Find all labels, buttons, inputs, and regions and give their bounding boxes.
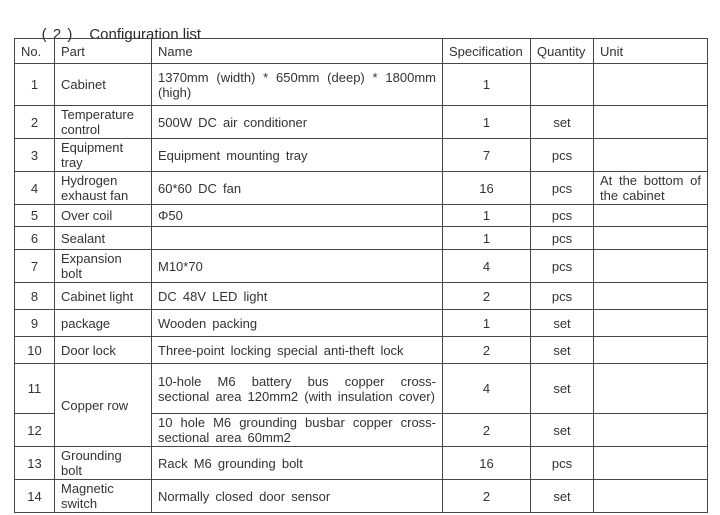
cell-specification: 4 xyxy=(443,364,531,414)
section-number: ( 2 ) xyxy=(41,26,74,43)
cell-unit xyxy=(594,447,708,480)
cell-specification: 2 xyxy=(443,480,531,513)
cell-specification: 4 xyxy=(443,250,531,283)
cell-no: 12 xyxy=(15,414,55,447)
cell-name: Equipment mounting tray xyxy=(152,139,443,172)
cell-unit xyxy=(594,480,708,513)
cell-part: Temperature control xyxy=(55,106,152,139)
cell-no: 1 xyxy=(15,64,55,106)
cell-specification: 1 xyxy=(443,106,531,139)
table-row xyxy=(15,310,708,337)
cell-unit xyxy=(594,283,708,310)
cell-quantity: pcs xyxy=(531,283,594,310)
cell-name: 500W DC air conditioner xyxy=(152,106,443,139)
table-row xyxy=(15,139,708,172)
cell-unit xyxy=(594,106,708,139)
section-title-text: Configuration list xyxy=(89,26,202,43)
cell-no: 14 xyxy=(15,480,55,513)
cell-quantity: pcs xyxy=(531,250,594,283)
cell-no: 8 xyxy=(15,283,55,310)
cell-name: M10*70 xyxy=(152,250,443,283)
cell-part: Equipment tray xyxy=(55,139,152,172)
cell-name: Φ50 xyxy=(152,205,443,227)
cell-part: package xyxy=(55,310,152,337)
cell-name: 10 hole M6 grounding busbar copper cross-sectional area 60mm2 xyxy=(152,414,443,447)
cell-name: Rack M6 grounding bolt xyxy=(152,447,443,480)
cell-name: Normally closed door sensor xyxy=(152,480,443,513)
column-header-unit: Unit xyxy=(594,39,708,64)
cell-unit xyxy=(594,364,708,414)
cell-name: Three-point locking special anti-theft lock xyxy=(152,337,443,364)
cell-specification: 1 xyxy=(443,227,531,250)
column-header-no: No. xyxy=(15,39,55,64)
cell-name: 1370mm (width) * 650mm (deep) * 1800mm (high) xyxy=(152,64,443,106)
table-row xyxy=(15,283,708,310)
column-header-quantity: Quantity xyxy=(531,39,594,64)
cell-name: 60*60 DC fan xyxy=(152,172,443,205)
cell-part: Cabinet light xyxy=(55,283,152,310)
cell-part: Grounding bolt xyxy=(55,447,152,480)
table-row xyxy=(15,106,708,139)
cell-name: Wooden packing xyxy=(152,310,443,337)
cell-unit xyxy=(594,337,708,364)
cell-quantity: set xyxy=(531,337,594,364)
cell-quantity: set xyxy=(531,480,594,513)
header-row xyxy=(15,39,708,64)
cell-unit xyxy=(594,227,708,250)
cell-part-merged: Copper row xyxy=(55,364,152,447)
cell-no: 6 xyxy=(15,227,55,250)
cell-quantity: pcs xyxy=(531,447,594,480)
cell-no: 5 xyxy=(15,205,55,227)
table-row xyxy=(15,250,708,283)
cell-quantity: set xyxy=(531,414,594,447)
cell-specification: 16 xyxy=(443,172,531,205)
cell-quantity: set xyxy=(531,364,594,414)
cell-no: 13 xyxy=(15,447,55,480)
cell-part: Door lock xyxy=(55,337,152,364)
cell-part: Over coil xyxy=(55,205,152,227)
cell-quantity: pcs xyxy=(531,205,594,227)
cell-no: 3 xyxy=(15,139,55,172)
cell-unit xyxy=(594,139,708,172)
cell-specification: 1 xyxy=(443,64,531,106)
cell-specification: 16 xyxy=(443,447,531,480)
cell-no: 9 xyxy=(15,310,55,337)
cell-specification: 2 xyxy=(443,337,531,364)
cell-quantity: pcs xyxy=(531,227,594,250)
table-row xyxy=(15,337,708,364)
cell-no: 4 xyxy=(15,172,55,205)
cell-name xyxy=(152,227,443,250)
table-row xyxy=(15,64,708,106)
cell-name: DC 48V LED light xyxy=(152,283,443,310)
cell-specification: 2 xyxy=(443,283,531,310)
table-row xyxy=(15,447,708,480)
cell-no: 2 xyxy=(15,106,55,139)
cell-specification: 2 xyxy=(443,414,531,447)
cell-quantity xyxy=(531,64,594,106)
table-row xyxy=(15,227,708,250)
column-header-specification: Specification xyxy=(443,39,531,64)
cell-unit xyxy=(594,414,708,447)
cell-unit xyxy=(594,310,708,337)
table-row xyxy=(15,480,708,513)
cell-unit: At the bottom of the cabinet xyxy=(594,172,708,205)
column-header-part: Part xyxy=(55,39,152,64)
configuration-table xyxy=(14,38,708,513)
cell-quantity: pcs xyxy=(531,139,594,172)
cell-name: 10-hole M6 battery bus copper cross-sectional area 120mm2 (with insulation cover) xyxy=(152,364,443,414)
table-row xyxy=(15,205,708,227)
table-row xyxy=(15,364,708,414)
cell-specification: 7 xyxy=(443,139,531,172)
cell-no: 7 xyxy=(15,250,55,283)
cell-part: Expansion bolt xyxy=(55,250,152,283)
table-row xyxy=(15,172,708,205)
cell-quantity: set xyxy=(531,310,594,337)
cell-unit xyxy=(594,205,708,227)
cell-unit xyxy=(594,64,708,106)
cell-specification: 1 xyxy=(443,205,531,227)
cell-specification: 1 xyxy=(443,310,531,337)
cell-quantity: set xyxy=(531,106,594,139)
cell-no: 11 xyxy=(15,364,55,414)
cell-unit xyxy=(594,250,708,283)
cell-part: Sealant xyxy=(55,227,152,250)
cell-part: Cabinet xyxy=(55,64,152,106)
cell-part: Magnetic switch xyxy=(55,480,152,513)
cell-part: Hydrogen exhaust fan xyxy=(55,172,152,205)
cell-no: 10 xyxy=(15,337,55,364)
column-header-name: Name xyxy=(152,39,443,64)
cell-quantity: pcs xyxy=(531,172,594,205)
